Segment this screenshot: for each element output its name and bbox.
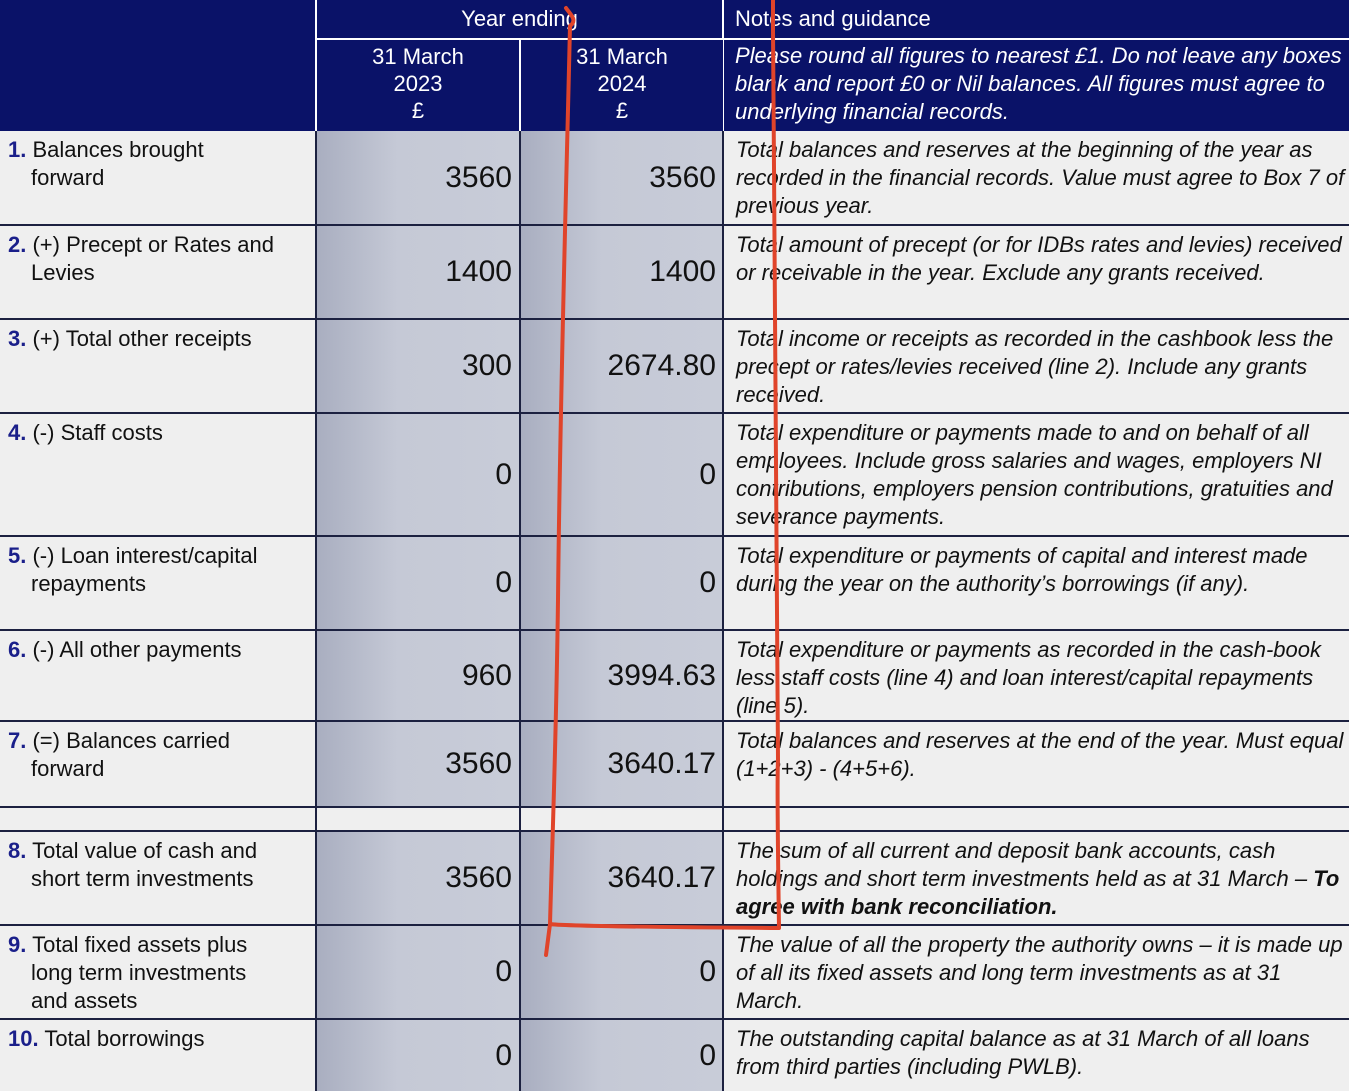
value-2024-row-7[interactable]: 3640.17: [521, 722, 723, 806]
row-number: 6.: [8, 637, 27, 662]
column-header-2023-date: 31 March: [372, 44, 464, 69]
note-row-6: Total expenditure or payments as recorded in the cash-book less staff costs (line 4) and loan interest/capital repayments (line 5).: [724, 631, 1349, 720]
column-divider: [722, 131, 724, 1091]
row-label-text: Balances brought: [32, 137, 204, 162]
row-divider: [0, 412, 1349, 414]
note-row-1: Total balances and reserves at the beginning of the year as recorded in the financial records. Value must agree to Box 7 of previous year.: [724, 131, 1349, 224]
value-2024-row-1[interactable]: 3560: [521, 131, 723, 224]
note-row-3: Total income or receipts as recorded in the cashbook less the precept or rates/levies received (line 2). Include any grants received.: [724, 320, 1349, 412]
row-number: 4.: [8, 420, 27, 445]
column-header-2024-date: 31 March: [576, 44, 668, 69]
row-label-text-2: Levies: [31, 260, 95, 285]
note-row-7: Total balances and reserves at the end of the year. Must equal (1+2+3) - (4+5+6).: [724, 722, 1349, 806]
note-row-9: The value of all the property the authority owns – it is made up of all its fixed assets and long term investments as at 31 March.: [724, 926, 1349, 1018]
row-divider: [0, 1018, 1349, 1020]
header-blank-cell: [0, 0, 315, 131]
row-number: 7.: [8, 728, 27, 753]
row-number: 1.: [8, 137, 27, 162]
row-number: 9.: [8, 932, 27, 957]
row-label-text: (=) Balances carried: [32, 728, 230, 753]
value-2023-row-3[interactable]: 300: [317, 320, 519, 412]
row-label-text-2: long term investments: [31, 960, 247, 985]
value-2024-row-6[interactable]: 3994.63: [521, 631, 723, 720]
row-label-text: Total fixed assets plus: [32, 932, 248, 957]
note-row-10: The outstanding capital balance as at 31 March of all loans from third parties (including PWLB).: [724, 1020, 1349, 1091]
column-header-2024-year: 2024: [597, 71, 647, 96]
row-label-text-2: forward: [31, 756, 105, 781]
row-label-9: [0, 926, 315, 1018]
value-2023-row-10[interactable]: 0: [317, 1020, 519, 1091]
column-divider: [519, 131, 521, 1091]
row-label-6: [0, 631, 315, 720]
notes-header: Notes and guidance: [724, 0, 1349, 38]
row-divider: [0, 629, 1349, 631]
value-2024-row-5[interactable]: 0: [521, 537, 723, 629]
row-label-1: [0, 131, 315, 224]
row-label-text: (-) Staff costs: [32, 420, 163, 445]
value-2024-row-10[interactable]: 0: [521, 1020, 723, 1091]
row-divider: [0, 924, 1349, 926]
row-label-text: Total value of cash and: [32, 838, 258, 863]
note-row-8: [724, 832, 1349, 924]
row-number: 3.: [8, 326, 27, 351]
guidance-text: Please round all figures to nearest £1. Do not leave any boxes blank and report £0 or Nil balances. All figures must agree to underlying financial records.: [724, 40, 1349, 131]
row-label-text: (-) Loan interest/capital: [32, 543, 258, 568]
value-2023-row-1[interactable]: 3560: [317, 131, 519, 224]
value-2023-row-4[interactable]: 0: [317, 414, 519, 535]
value-2023-row-8[interactable]: 3560: [317, 832, 519, 924]
column-header-2023: [317, 40, 519, 131]
value-2024-row-2[interactable]: 1400: [521, 226, 723, 318]
row-number: 8.: [8, 838, 27, 863]
table-gap: [0, 808, 1349, 830]
value-2023-row-5[interactable]: 0: [317, 537, 519, 629]
column-divider: [315, 131, 317, 1091]
row-divider: [0, 720, 1349, 722]
column-header-2024: [521, 40, 723, 131]
row-label-text-3: and assets: [31, 988, 138, 1013]
note-row-2: Total amount of precept (or for IDBs rates and levies) received or receivable in the year. Exclude any grants received.: [724, 226, 1349, 318]
value-2024-row-3[interactable]: 2674.80: [521, 320, 723, 412]
row-label-text: Total borrowings: [44, 1026, 205, 1051]
row-label-3: [0, 320, 315, 412]
row-label-text: (+) Total other receipts: [32, 326, 252, 351]
row-label-4: [0, 414, 315, 535]
note-row-8-bold: To agree with bank reconciliation.: [736, 866, 1340, 919]
row-divider: [0, 830, 1349, 832]
row-label-text-2: short term investments: [31, 866, 254, 891]
value-2024-row-8[interactable]: 3640.17: [521, 832, 723, 924]
row-divider: [0, 806, 1349, 808]
note-row-4: Total expenditure or payments made to and on behalf of all employees. Include gross salaries and wages, employers NI contributions, employers pension contributions, gratuities and severance payments.: [724, 414, 1349, 535]
value-2024-row-9[interactable]: 0: [521, 926, 723, 1018]
column-header-2023-year: 2023: [393, 71, 443, 96]
column-header-2023-unit: £: [411, 98, 425, 123]
row-number: 2.: [8, 232, 27, 257]
row-label-text: (+) Precept or Rates and: [32, 232, 274, 257]
row-label-text-2: forward: [31, 165, 105, 190]
year-ending-header: Year ending: [317, 0, 722, 38]
value-2024-row-4[interactable]: 0: [521, 414, 723, 535]
row-divider: [0, 535, 1349, 537]
value-2023-row-9[interactable]: 0: [317, 926, 519, 1018]
row-divider: [0, 224, 1349, 226]
row-label-10: [0, 1020, 315, 1091]
value-2023-row-2[interactable]: 1400: [317, 226, 519, 318]
row-divider: [0, 318, 1349, 320]
row-label-5: [0, 537, 315, 629]
row-label-7: [0, 722, 315, 806]
row-label-text-2: repayments: [31, 571, 146, 596]
note-row-5: Total expenditure or payments of capital and interest made during the year on the authority’s borrowings (if any).: [724, 537, 1349, 629]
row-label-text: (-) All other payments: [32, 637, 242, 662]
row-number: 5.: [8, 543, 27, 568]
row-label-8: [0, 832, 315, 924]
row-label-2: [0, 226, 315, 318]
note-row-8-text: The sum of all current and deposit bank accounts, cash holdings and short term investments held as at 31 March –: [736, 838, 1308, 891]
value-2023-row-6[interactable]: 960: [317, 631, 519, 720]
row-number: 10.: [8, 1026, 39, 1051]
value-2023-row-7[interactable]: 3560: [317, 722, 519, 806]
column-header-2024-unit: £: [615, 98, 629, 123]
